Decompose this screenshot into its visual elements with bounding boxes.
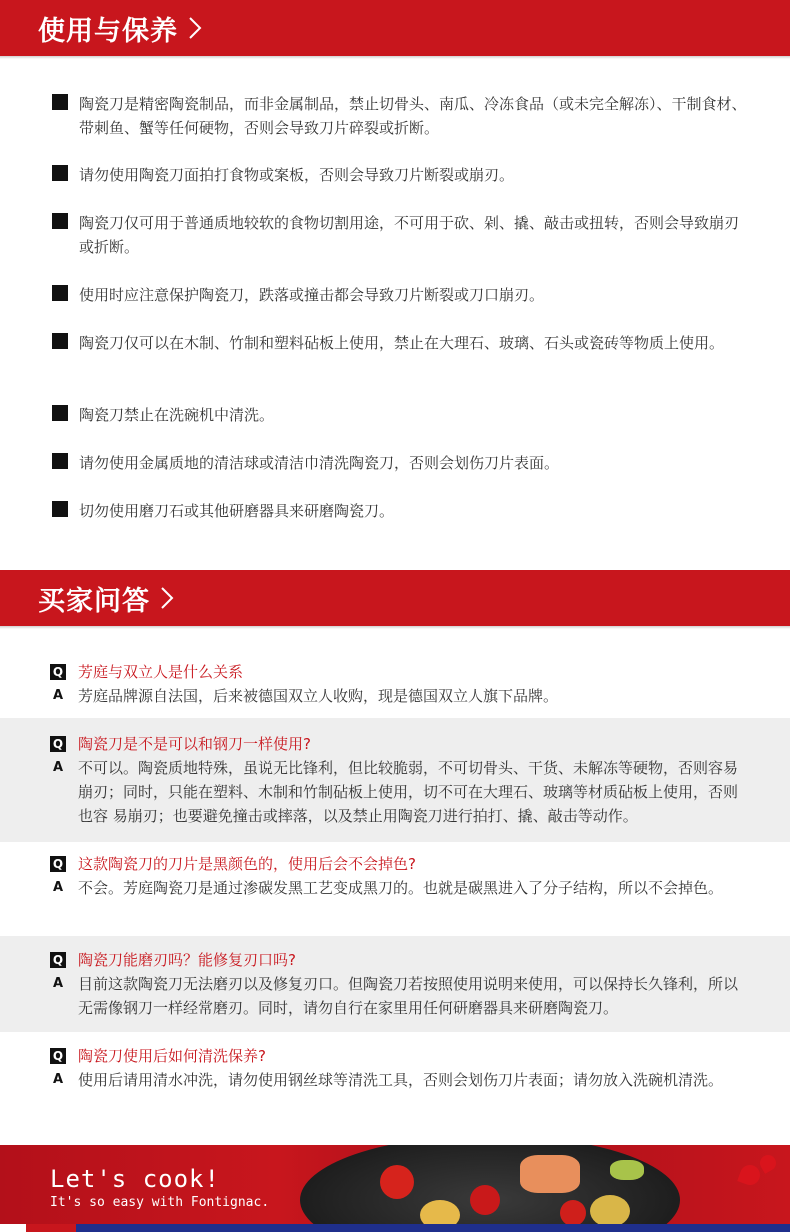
faq-item: [0, 1032, 790, 1132]
faq-section-title: 买家问答: [38, 585, 150, 617]
tomato-image: [470, 1185, 500, 1215]
faq-answer: 使用后请用清水冲洗，请勿使用钢丝球等清洗工具，否则会划伤刀片表面；请勿放入洗碗机清洗。: [78, 1071, 724, 1089]
faq-item: [0, 650, 790, 718]
faq-question: 陶瓷刀能磨刃吗？能修复刃口吗?: [78, 951, 296, 969]
question-badge-icon: Q: [50, 736, 66, 752]
square-bullet-icon: [52, 285, 68, 301]
promo-banner: [0, 1145, 790, 1232]
salmon-image: [520, 1155, 580, 1193]
vegetable-image: [610, 1160, 644, 1180]
care-item: [52, 331, 752, 355]
faq-answer: 不可以。陶瓷质地特殊，虽说无比锋利，但比较脆弱，不可切骨头、干货、未解冻等硬物，否则容易 崩刃；同时，只能在塑料、木制和竹制砧板上使用，切不可在大理石、玻璃等材质砧板上使用，否则也容 易崩刃；也要避免撞击或摔落，以及禁止用陶瓷刀进行拍打、撬、敲击等动作。: [78, 759, 739, 825]
header-divider: [0, 56, 790, 59]
faq-question: 芳庭与双立人是什么关系: [78, 663, 244, 681]
care-item: [52, 92, 752, 140]
care-item: [52, 283, 752, 307]
square-bullet-icon: [52, 94, 68, 110]
faq-item: [0, 936, 790, 1032]
faq-answer: 不会。芳庭陶瓷刀是通过渗碳发黑工艺变成黑刀的。也就是碳黑进入了分子结构，所以不会掉色。: [78, 879, 724, 897]
chevron-right-icon: [188, 16, 202, 40]
answer-badge-icon: A: [52, 976, 64, 991]
square-bullet-icon: [52, 213, 68, 229]
care-section-header: [0, 0, 790, 56]
care-item: [52, 499, 752, 523]
square-bullet-icon: [52, 453, 68, 469]
faq-answer: 芳庭品牌源自法国，后来被德国双立人收购，现是德国双立人旗下品牌。: [78, 687, 559, 705]
faq-question: 这款陶瓷刀的刀片是黑颜色的，使用后会不会掉色?: [78, 855, 416, 873]
tomato-image: [380, 1165, 414, 1199]
care-item-text: 请勿使用金属质地的清洁球或清洁巾清洗陶瓷刀，否则会划伤刀片表面。: [79, 454, 560, 472]
care-item: [52, 211, 752, 259]
square-bullet-icon: [52, 333, 68, 349]
answer-badge-icon: A: [52, 760, 64, 775]
faq-section-header: [0, 570, 790, 626]
care-item-text: 陶瓷刀是精密陶瓷制品，而非金属制品，禁止切骨头、南瓜、冷冻食品（或未完全解冻）、干制食材、 带刺鱼、蟹等任何硬物，否则会导致刀片碎裂或折断。: [79, 95, 747, 137]
question-badge-icon: Q: [50, 856, 66, 872]
care-item-text: 陶瓷刀禁止在洗碗机中清洗。: [79, 406, 275, 424]
banner-subline: It's so easy with Fontignac.: [50, 1195, 270, 1210]
care-item: [52, 403, 752, 427]
care-section-title: 使用与保养: [38, 15, 178, 47]
question-badge-icon: Q: [50, 664, 66, 680]
flower-decoration: [737, 1162, 763, 1188]
answer-badge-icon: A: [52, 880, 64, 895]
care-item-text: 陶瓷刀仅可用于普通质地较软的食物切割用途，不可用于砍、剁、撬、敲击或扭转，否则会导致崩刃或折断。: [79, 214, 740, 256]
faq-item: [0, 718, 790, 842]
faq-answer: 目前这款陶瓷刀无法磨刃以及修复刃口。但陶瓷刀若按照使用说明来使用，可以保持长久锋利，所以 无需像钢刀一样经常磨刃。同时，请勿自行在家里用任何研磨器具来研磨陶瓷刀。: [78, 975, 739, 1017]
care-item: [52, 163, 752, 187]
chevron-right-icon: [160, 586, 174, 610]
square-bullet-icon: [52, 405, 68, 421]
faq-question: 陶瓷刀使用后如何清洗保养?: [78, 1047, 266, 1065]
answer-badge-icon: A: [52, 1072, 64, 1087]
faq-question: 陶瓷刀是不是可以和钢刀一样使用?: [78, 735, 311, 753]
faq-item: [0, 842, 790, 936]
flag-stripe: [0, 1224, 790, 1232]
potato-image: [590, 1195, 630, 1227]
care-item: [52, 451, 752, 475]
square-bullet-icon: [52, 501, 68, 517]
flower-decoration: [757, 1152, 779, 1174]
answer-badge-icon: A: [52, 688, 64, 703]
header-divider: [0, 626, 790, 629]
care-item-text: 使用时应注意保护陶瓷刀，跌落或撞击都会导致刀片断裂或刀口崩刃。: [79, 286, 545, 304]
care-item-text: 切勿使用磨刀石或其他研磨器具来研磨陶瓷刀。: [79, 502, 395, 520]
question-badge-icon: Q: [50, 952, 66, 968]
care-item-text: 请勿使用陶瓷刀面拍打食物或案板，否则会导致刀片断裂或崩刃。: [79, 166, 515, 184]
banner-headline: Let's cook!: [50, 1165, 220, 1193]
question-badge-icon: Q: [50, 1048, 66, 1064]
square-bullet-icon: [52, 165, 68, 181]
tomato-image: [560, 1200, 586, 1226]
care-item-text: 陶瓷刀仅可以在木制、竹制和塑料砧板上使用，禁止在大理石、玻璃、石头或瓷砖等物质上使用。: [79, 334, 725, 352]
